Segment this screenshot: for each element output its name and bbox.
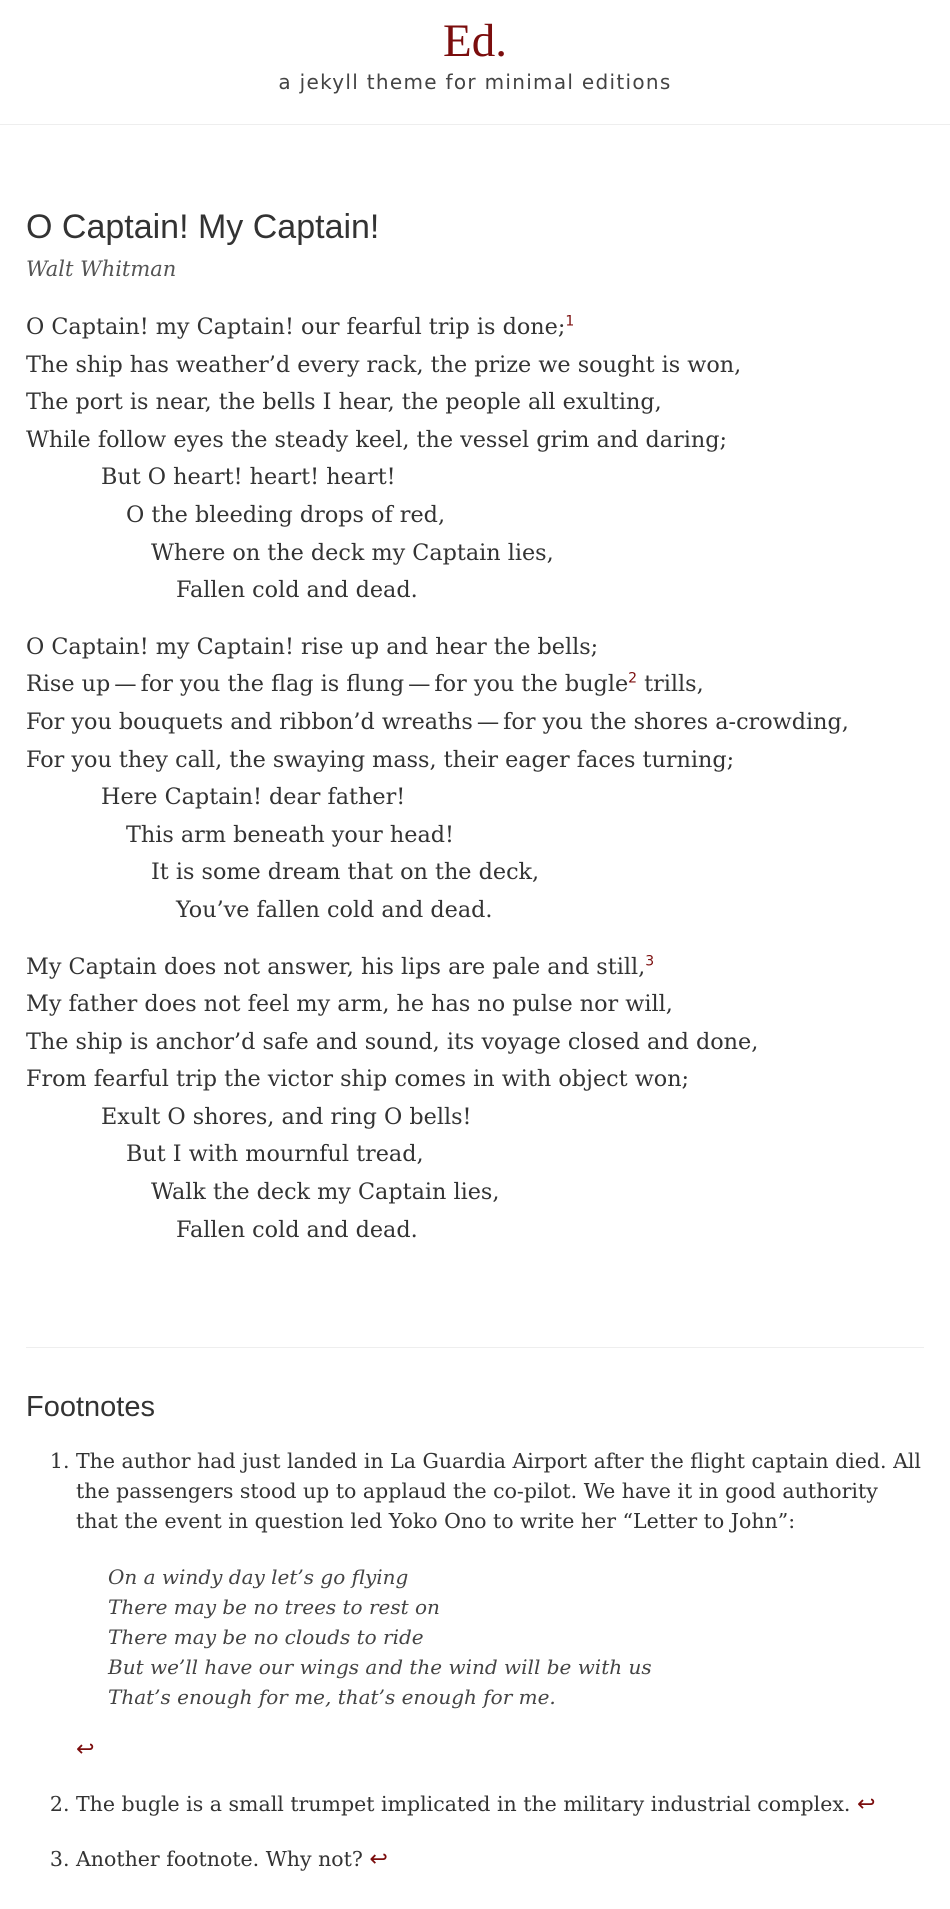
poem-line: The ship has weather’d every rack, the prize we sought is won, bbox=[26, 351, 742, 378]
stanza-1 bbox=[26, 309, 924, 610]
footnote-ref-3 bbox=[645, 953, 654, 969]
line-text: for you the shores a-crowding, bbox=[503, 708, 849, 735]
poem-line: O Captain! my Captain! rise up and hear the bells; bbox=[26, 633, 599, 660]
site-header bbox=[0, 0, 950, 125]
poem-body bbox=[26, 309, 924, 1249]
footnote-ref-link[interactable]: 2 bbox=[628, 670, 638, 687]
poem-line-indented: O the bleeding drops of red, bbox=[126, 501, 446, 528]
footnote-ref-link[interactable]: 1 bbox=[565, 313, 575, 330]
stanza-2 bbox=[26, 629, 924, 930]
footnote-ref-2 bbox=[628, 671, 637, 687]
verse-line: There may be no clouds to ride bbox=[108, 1625, 424, 1650]
verse-line: But we’ll have our wings and the wind will be with us bbox=[108, 1655, 652, 1680]
poem-line-indented: Fallen cold and dead. bbox=[176, 577, 418, 604]
poem-line bbox=[26, 309, 924, 347]
poem-line-indented: Here Captain! dear father! bbox=[101, 784, 406, 811]
return-arrow-icon[interactable]: ↩ bbox=[369, 1847, 388, 1873]
poem-line-indented: Where on the deck my Captain lies, bbox=[151, 539, 554, 566]
site-title-link[interactable]: Ed. bbox=[443, 15, 507, 67]
footnote-ref-link[interactable]: 3 bbox=[645, 953, 655, 970]
line-text: My Captain does not answer, his lips are pale and still, bbox=[26, 953, 646, 980]
poem-line-indented: But I with mournful tread, bbox=[126, 1141, 424, 1168]
poem-line-indented: Fallen cold and dead. bbox=[176, 1216, 418, 1243]
footnotes-divider bbox=[26, 1347, 924, 1348]
em-dash: — bbox=[408, 671, 431, 698]
return-arrow-icon[interactable]: ↩ bbox=[856, 1792, 876, 1818]
line-text: for you the bugle bbox=[434, 671, 629, 698]
poem-line: From fearful trip the victor ship comes in with object won; bbox=[26, 1066, 690, 1093]
return-arrow-icon[interactable]: ↩ bbox=[76, 1737, 95, 1763]
line-text: for you the flag is flung bbox=[140, 671, 405, 698]
line-text: For you bouquets and ribbon’d wreaths bbox=[26, 708, 473, 735]
footnote-text: The bugle is a small trumpet implicated in the military industrial complex. bbox=[76, 1792, 851, 1817]
poem-line-indented: It is some dream that on the deck, bbox=[151, 859, 540, 886]
backref-container bbox=[76, 1734, 924, 1765]
poem-line-indented: But O heart! heart! heart! bbox=[101, 464, 396, 491]
poem-line: For you they call, the swaying mass, their eager faces turning; bbox=[26, 746, 735, 773]
poem-title: O Captain! My Captain! bbox=[26, 208, 380, 246]
footnote-verse-quote bbox=[108, 1562, 924, 1712]
line-text: Rise up bbox=[26, 671, 111, 698]
poem-line: The ship is anchor’d safe and sound, its voyage closed and done, bbox=[26, 1028, 759, 1055]
poem-line bbox=[26, 704, 924, 742]
em-dash: — bbox=[114, 671, 137, 698]
poem-line-indented: This arm beneath your head! bbox=[126, 821, 455, 848]
footnote-item-2 bbox=[76, 1789, 924, 1820]
page-content bbox=[0, 205, 950, 1875]
em-dash: — bbox=[476, 708, 500, 735]
poem-line: The port is near, the bells I hear, the people all exulting, bbox=[26, 389, 662, 416]
poem-line: While follow eyes the steady keel, the vessel grim and daring; bbox=[26, 426, 728, 453]
poem-line-indented: Walk the deck my Captain lies, bbox=[151, 1179, 500, 1206]
site-tagline: a jekyll theme for minimal editions bbox=[278, 70, 672, 94]
poem-line bbox=[26, 666, 924, 704]
footnote-ref-1 bbox=[565, 314, 574, 330]
footnote-text: Another footnote. Why not? bbox=[76, 1847, 363, 1872]
footnotes-list bbox=[26, 1446, 924, 1875]
stanza-3 bbox=[26, 949, 924, 1250]
poem-line: My father does not feel my arm, he has no pulse nor will, bbox=[26, 991, 673, 1018]
line-text: O Captain! my Captain! our fearful trip is done; bbox=[26, 314, 566, 340]
poem-line-indented: You’ve fallen cold and dead. bbox=[176, 896, 493, 923]
verse-line: There may be no trees to rest on bbox=[108, 1595, 440, 1620]
footnote-text: 1. The author had just landed in La Guardia Airport after the flight captain died. All the passengers stood up to applaud the co-pilot. We have it in good authority that the event in question led Yoko Ono to write her “Letter to John”: bbox=[76, 1449, 921, 1534]
poem-line bbox=[26, 949, 924, 987]
footnotes-heading: Footnotes bbox=[26, 1391, 155, 1424]
footnote-text-line bbox=[76, 1844, 924, 1875]
verse-line: On a windy day let’s go flying bbox=[108, 1565, 409, 1590]
poem-line-indented: Exult O shores, and ring O bells! bbox=[101, 1103, 472, 1130]
line-text: trills, bbox=[644, 671, 704, 698]
footnote-item-3 bbox=[76, 1844, 924, 1875]
poem-author: Walt Whitman bbox=[26, 257, 177, 281]
footnote-item-1 bbox=[76, 1446, 924, 1765]
footnote-text-line bbox=[76, 1789, 924, 1820]
verse-line: That’s enough for me, that’s enough for me. bbox=[108, 1685, 556, 1710]
